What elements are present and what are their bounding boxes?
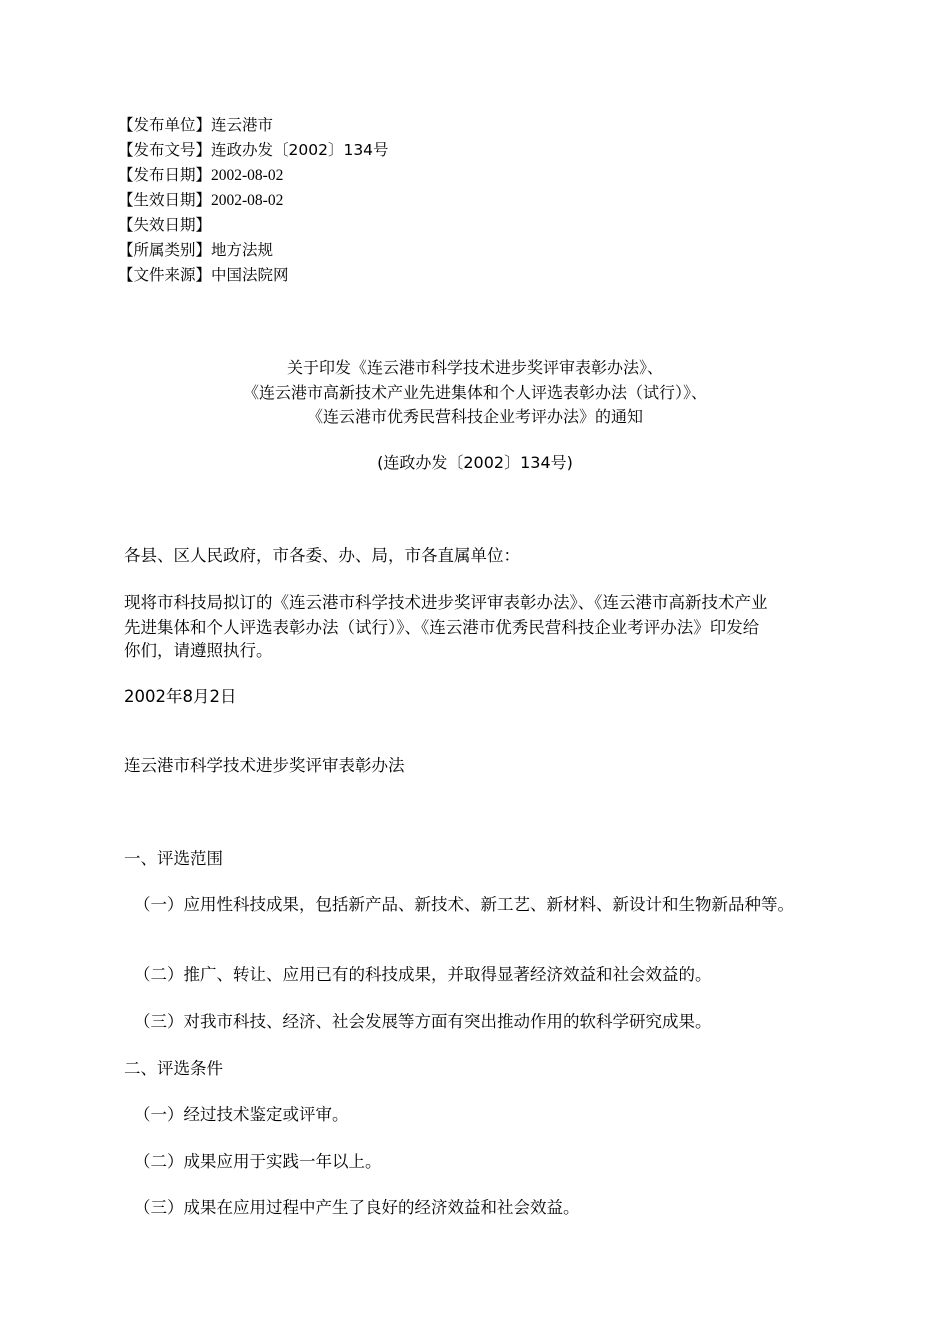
section-1-item-1: （一）应用性科技成果，包括新产品、新技术、新工艺、新材料、新设计和生物新品种等。	[134, 895, 794, 914]
document-number: (连政办发〔2002〕134号)	[377, 453, 573, 472]
meta-value: 2002-08-02	[211, 167, 284, 184]
meta-doc-number	[118, 139, 389, 161]
title-line-1: 关于印发《连云港市科学技术进步奖评审表彰办法》、	[286, 358, 663, 377]
section-heading-1: 一、评选范围	[124, 849, 223, 868]
title-line-3: 《连云港市优秀民营科技企业考评办法》的通知	[306, 407, 643, 426]
meta-label: 【发布日期】	[118, 166, 212, 184]
notice-line-1: 现将市科技局拟订的《连云港市科学技术进步奖评审表彰办法》、《连云港市高新技术产业	[124, 593, 768, 612]
meta-value: 2002-08-02	[211, 192, 284, 209]
meta-label: 【所属类别】	[118, 241, 212, 259]
section-2-item-1: （一）经过技术鉴定或评审。	[134, 1105, 349, 1124]
meta-label: 【发布单位】	[118, 116, 212, 134]
meta-value: 中国法院网	[211, 266, 289, 284]
meta-expiry-date	[118, 214, 211, 236]
meta-category	[118, 239, 273, 261]
meta-label: 【生效日期】	[118, 191, 212, 209]
meta-publisher	[118, 114, 273, 136]
section-heading-2: 二、评选条件	[124, 1059, 223, 1078]
notice-line-2: 先进集体和个人评选表彰办法（试行）》、《连云港市优秀民营科技企业考评办法》印发给	[124, 618, 760, 637]
section-2-item-2: （二）成果应用于实践一年以上。	[134, 1152, 382, 1171]
meta-label: 【文件来源】	[118, 266, 212, 284]
notice-line-3: 你们，请遵照执行。	[124, 641, 273, 660]
meta-label: 【发布文号】	[118, 141, 212, 159]
meta-effective-date	[118, 189, 283, 212]
meta-value: 地方法规	[211, 241, 274, 259]
title-line-2: 《连云港市高新技术产业先进集体和个人评选表彰办法（试行）》、	[242, 383, 707, 402]
section-1-item-2: （二）推广、转让、应用已有的科技成果，并取得显著经济效益和社会效益的。	[134, 965, 712, 984]
meta-publish-date	[118, 164, 283, 187]
issue-date: 2002年8月2日	[124, 687, 237, 706]
meta-value: 连云港市	[211, 116, 274, 134]
attachment-title: 连云港市科学技术进步奖评审表彰办法	[124, 756, 405, 775]
meta-value: 连政办发〔2002〕134号	[211, 141, 389, 159]
meta-label: 【失效日期】	[118, 216, 212, 234]
salutation: 各县、区人民政府，市各委、办、局，市各直属单位：	[124, 546, 520, 565]
section-1-item-3: （三）对我市科技、经济、社会发展等方面有突出推动作用的软科学研究成果。	[134, 1012, 712, 1031]
section-2-item-3: （三）成果在应用过程中产生了良好的经济效益和社会效益。	[134, 1198, 580, 1217]
meta-source	[118, 264, 289, 286]
